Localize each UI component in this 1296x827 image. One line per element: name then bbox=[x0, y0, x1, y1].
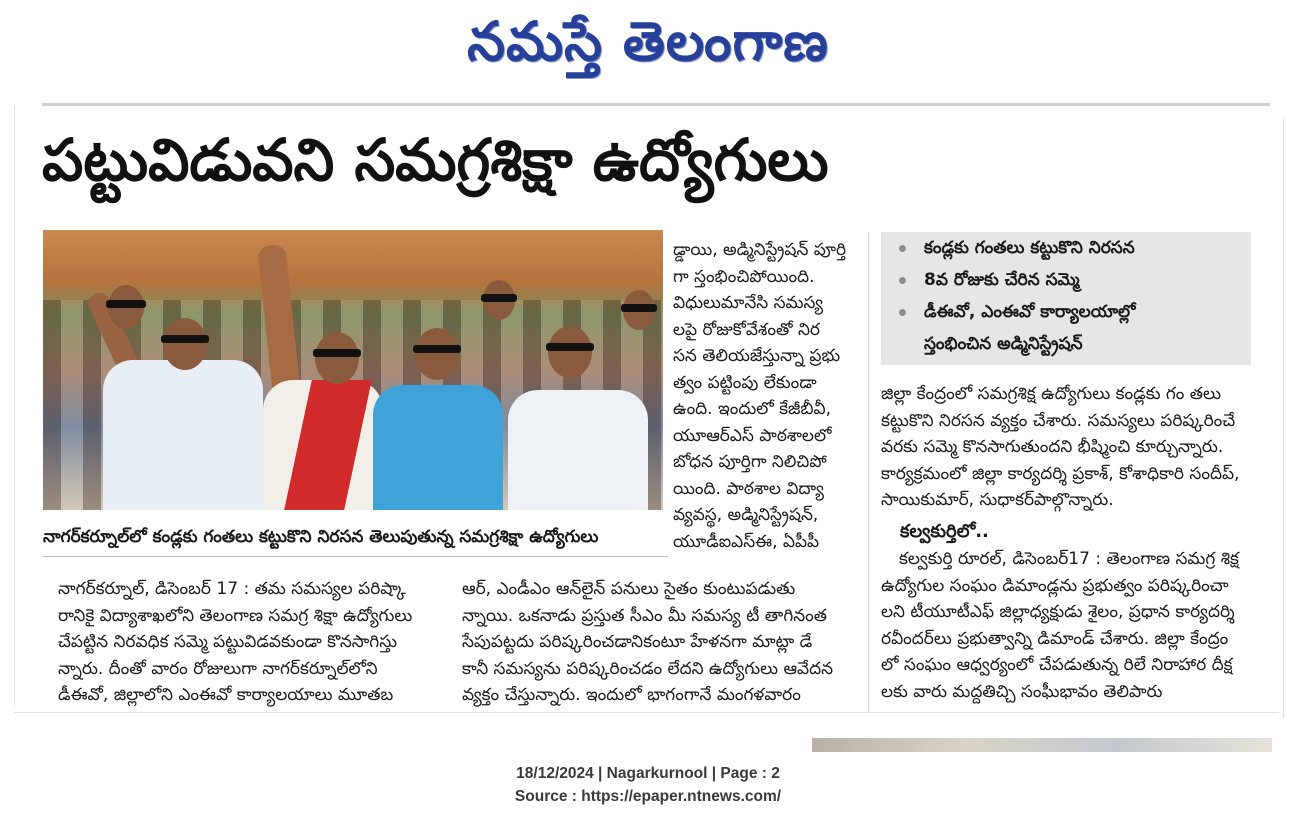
protest-photo bbox=[43, 230, 663, 510]
text-line: లకు వారు మద్దతిచ్చి సంఘీభావం తెలిపారు bbox=[881, 681, 1163, 702]
text-line: డ్డాయి, అడ్మినిస్ట్రేషన్ పూర్తి bbox=[673, 240, 847, 260]
edition-info: 18/12/2024 | Nagarkurnool | Page : 2 bbox=[516, 765, 780, 782]
text-line: న్నాయి. ఒకనాడు ప్రస్తుత సీఎం మీ సమస్య టీ తాగినంత bbox=[462, 605, 828, 626]
text-line: బోధన పూర్తిగా నిలిచిపో bbox=[673, 452, 827, 472]
text-line: వ్యవస్థ, అడ్మినిస్ట్రేషన్, bbox=[673, 505, 819, 525]
highlights-box bbox=[881, 232, 1251, 365]
bullet-icon bbox=[899, 277, 906, 284]
bottom-column-1 bbox=[58, 576, 458, 709]
newspaper-masthead: నమస్తే తెలంగాణ bbox=[467, 9, 829, 73]
page-left-edge bbox=[14, 105, 15, 705]
highlight-item: స్తంభించిన అడ్మినిస్ట్రేషన్ bbox=[924, 334, 1083, 354]
right-column-top bbox=[881, 381, 1276, 514]
text-line: వరకు సమ్మె కొనసాగుతుందని భీష్మించి కూర్చున్నారు. bbox=[881, 437, 1224, 457]
text-line: లపై రోజుకోవేశంతో నిర bbox=[673, 319, 820, 340]
next-article-teaser bbox=[95, 738, 795, 752]
text-line: కట్టుకొని నిరసన వ్యక్తం చేశారు. సమస్యలు పరిష్కరించే bbox=[881, 410, 1236, 431]
text-line: సన తెలియజేస్తున్నా ప్రభు bbox=[673, 346, 841, 366]
page-footer bbox=[0, 762, 1296, 808]
text-line: సేపుపట్టదు పరిష్కరించడానికంటూ హేళనగా మాట్లా డే bbox=[462, 632, 813, 652]
text-line: చేపట్టిన నిరవధిక సమ్మె పట్టువిడవకుండా కొనసాగిస్తు bbox=[58, 632, 398, 652]
text-line: లో సంఘం ఆధ్వర్యంలో చేపడుతున్న రిలే నిరాహార దీక్ష bbox=[881, 655, 1233, 675]
text-line: నాగర్‌కర్నూల్, డిసెంబర్ 17 : తమ సమస్యల పరిష్కా bbox=[58, 579, 406, 599]
article-headline: పట్టువిడువని సమగ్రశిక్షా ఉద్యోగులు bbox=[42, 126, 829, 194]
right-column-bottom bbox=[881, 546, 1276, 705]
text-line: ఉద్యోగుల సంఘం డిమాండ్లను ప్రభుత్వం పరిష్కరించా bbox=[881, 575, 1229, 596]
bottom-divider bbox=[14, 712, 1279, 713]
text-line: రానికై విద్యాశాఖలోని తెలంగాణ సమగ్ర శిక్షా ఉద్యోగులు bbox=[58, 605, 413, 626]
text-line: వ్యక్తం చేస్తున్నారు. ఇందులో భాగంగానే మంగళవారం bbox=[462, 685, 801, 705]
middle-column bbox=[673, 237, 856, 555]
text-line: కానీ సమస్యను పరిష్కరించడం లేదని ఉద్యోగులు ఆవేదన bbox=[462, 658, 834, 679]
next-article-photo bbox=[812, 738, 1272, 752]
highlight-item: 8వ రోజుకు చేరిన సమ్మె bbox=[899, 270, 1080, 294]
text-line: లని టీయూటీఎఫ్ జిల్లాధ్యక్షుడు శైలం, ప్రధాన కార్యదర్శి bbox=[881, 602, 1235, 622]
top-divider bbox=[42, 103, 1270, 106]
text-line: జిల్లా కేంద్రంలో సమగ్రశిక్ష ఉద్యోగులు కండ్లకు గం తలు bbox=[881, 384, 1221, 404]
column-separator bbox=[868, 232, 869, 712]
text-line: డీఈవో, జిల్లాలోని ఎంఈవో కార్యాలయాలు మూతబ bbox=[58, 685, 394, 705]
section-subhead: కల్వకుర్తిలో.. bbox=[900, 521, 989, 542]
text-line: త్వం పట్టింపు లేకుండా bbox=[673, 372, 817, 393]
text-line: యూడీఐఎస్ఈ, ఏపీపీ bbox=[673, 531, 820, 552]
text-line: న్నారు. దీంతో వారం రోజులుగా నాగర్‌కర్నూల్‌లోని bbox=[58, 658, 378, 679]
highlight-item: డీఈవో, ఎంఈవో కార్యాలయాల్లో bbox=[899, 302, 1136, 326]
page-right-edge bbox=[1283, 118, 1284, 718]
text-line: ఆర్, ఎండీఎం ఆన్‌లైన్ పనులు సైతం కుంటుపడుతు bbox=[462, 579, 796, 599]
text-line: విధులుమానేసి సమస్య bbox=[673, 293, 824, 313]
text-line: యింది. పాఠశాల విద్యా bbox=[673, 478, 824, 499]
text-line: ఉంది. ఇందులో కేజీబీవీ, bbox=[673, 399, 832, 419]
bullet-icon bbox=[899, 245, 906, 252]
text-line: గా స్తంభించిపోయింది. bbox=[673, 266, 815, 287]
caption-divider bbox=[43, 556, 668, 557]
highlight-item: కండ్లకు గంతలు కట్టుకొని నిరసన bbox=[899, 238, 1135, 262]
bottom-column-2 bbox=[462, 576, 862, 709]
text-line: రవీందర్‌లు ప్రభుత్వాన్ని డిమాండ్ చేశారు. జిల్లా కేంద్రం bbox=[881, 628, 1229, 649]
text-line: కల్వకుర్తి రూరల్, డిసెంబర్17 : తెలంగాణ సమగ్ర శిక్ష bbox=[899, 549, 1239, 569]
text-line: సాయికుమార్, సుధాకర్‌పాల్గొన్నారు. bbox=[881, 490, 1114, 510]
text-line: యూఆర్ఎస్ పాఠశాలలో bbox=[673, 425, 832, 446]
source-link[interactable]: Source : https://epaper.ntnews.com/ bbox=[514, 788, 782, 805]
photo-caption: నాగర్‌కర్నూల్‌లో కండ్లకు గంతలు కట్టుకొని నిరసన తెలుపుతున్న సమగ్రశిక్షా ఉద్యోగులు bbox=[43, 527, 599, 547]
bullet-icon bbox=[899, 309, 906, 316]
text-line: కార్యక్రమంలో జిల్లా కార్యదర్శి ప్రకాశ్, కోశాధికారి సందీప్, bbox=[881, 463, 1240, 484]
